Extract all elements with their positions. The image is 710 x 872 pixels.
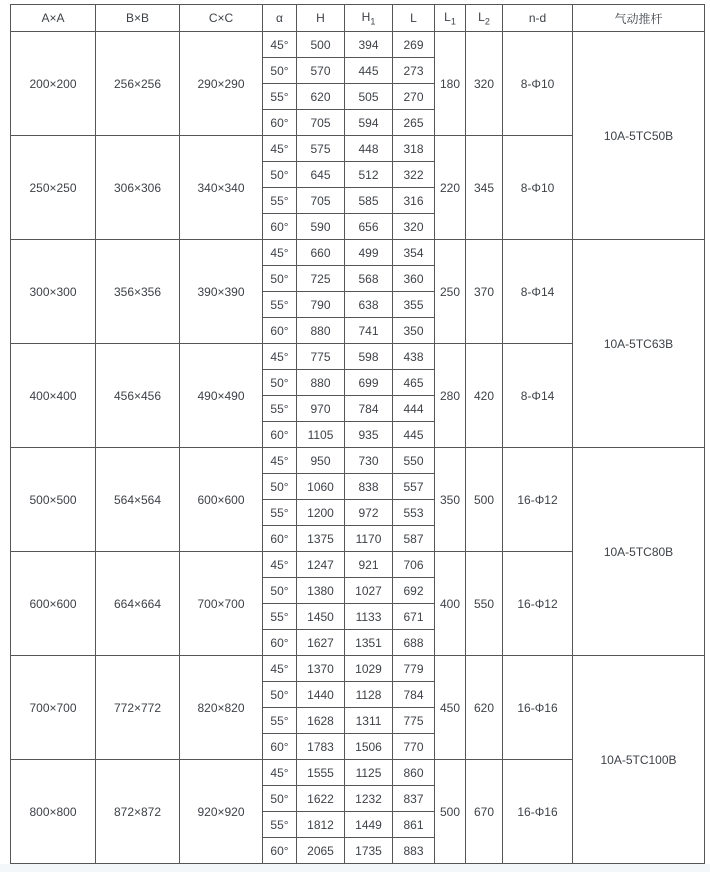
cell-h: 1247: [297, 552, 345, 578]
cell-alpha: 55°: [263, 188, 297, 214]
cell-l2: 420: [466, 344, 503, 448]
cell-h1: 1027: [345, 578, 393, 604]
cell-l: 316: [393, 188, 435, 214]
column-header-0: A×A: [11, 5, 96, 32]
cell-h1: 935: [345, 422, 393, 448]
cell-cxc: 820×820: [180, 656, 263, 760]
cell-alpha: 50°: [263, 474, 297, 500]
cell-nd: 8-Φ10: [503, 136, 573, 240]
table-row: [11, 32, 705, 58]
cell-alpha: 60°: [263, 422, 297, 448]
column-header-3: α: [263, 5, 297, 32]
cell-nd: 8-Φ10: [503, 32, 573, 136]
cell-h: 590: [297, 214, 345, 240]
cell-alpha: 45°: [263, 136, 297, 162]
cell-axa: 250×250: [11, 136, 96, 240]
cell-bxb: 772×772: [96, 656, 180, 760]
cell-l: 779: [393, 656, 435, 682]
cell-h1: 1449: [345, 812, 393, 838]
cell-axa: 200×200: [11, 32, 96, 136]
cell-l1: 350: [435, 448, 466, 552]
cell-h1: 448: [345, 136, 393, 162]
cell-h1: 1133: [345, 604, 393, 630]
cell-l: 438: [393, 344, 435, 370]
cell-h1: 505: [345, 84, 393, 110]
cell-alpha: 55°: [263, 708, 297, 734]
header-subscript: 1: [450, 16, 456, 27]
cell-actuator: 10A-5TC50B: [573, 32, 705, 240]
cell-alpha: 60°: [263, 526, 297, 552]
cell-l2: 500: [466, 448, 503, 552]
cell-actuator: 10A-5TC80B: [573, 448, 705, 656]
cell-l: 322: [393, 162, 435, 188]
cell-axa: 700×700: [11, 656, 96, 760]
cell-h: 1370: [297, 656, 345, 682]
cell-actuator: 10A-5TC63B: [573, 240, 705, 448]
cell-h: 660: [297, 240, 345, 266]
cell-bxb: 356×356: [96, 240, 180, 344]
cell-l: 550: [393, 448, 435, 474]
cell-h: 970: [297, 396, 345, 422]
cell-l2: 670: [466, 760, 503, 864]
cell-alpha: 50°: [263, 578, 297, 604]
cell-l: 354: [393, 240, 435, 266]
cell-alpha: 60°: [263, 630, 297, 656]
column-header-2: C×C: [180, 5, 263, 32]
cell-h1: 838: [345, 474, 393, 500]
cell-l: 837: [393, 786, 435, 812]
cell-alpha: 55°: [263, 84, 297, 110]
cell-h1: 394: [345, 32, 393, 58]
cell-h1: 1029: [345, 656, 393, 682]
cell-alpha: 45°: [263, 656, 297, 682]
cell-l2: 550: [466, 552, 503, 656]
cell-l: 706: [393, 552, 435, 578]
cell-bxb: 564×564: [96, 448, 180, 552]
cell-h1: 972: [345, 500, 393, 526]
cell-h1: 1128: [345, 682, 393, 708]
header-subscript: 2: [484, 16, 490, 27]
cell-h1: 594: [345, 110, 393, 136]
cell-l: 784: [393, 682, 435, 708]
cell-alpha: 60°: [263, 318, 297, 344]
cell-h1: 512: [345, 162, 393, 188]
cell-h: 705: [297, 110, 345, 136]
cell-l: 355: [393, 292, 435, 318]
cell-h1: 1506: [345, 734, 393, 760]
cell-bxb: 664×664: [96, 552, 180, 656]
cell-bxb: 456×456: [96, 344, 180, 448]
table-row: [11, 656, 705, 682]
column-header-4: H: [297, 5, 345, 32]
cell-h1: 1232: [345, 786, 393, 812]
cell-l: 318: [393, 136, 435, 162]
cell-h: 775: [297, 344, 345, 370]
cell-h: 1200: [297, 500, 345, 526]
cell-l1: 500: [435, 760, 466, 864]
cell-h: 1783: [297, 734, 345, 760]
column-header-8: $L_2$: [466, 5, 503, 32]
cell-h: 880: [297, 370, 345, 396]
cell-h1: 1735: [345, 838, 393, 864]
cell-h: 1380: [297, 578, 345, 604]
cell-nd: 16-Φ16: [503, 760, 573, 864]
cell-l: 671: [393, 604, 435, 630]
cell-alpha: 60°: [263, 110, 297, 136]
cell-alpha: 45°: [263, 760, 297, 786]
cell-alpha: 45°: [263, 344, 297, 370]
header-subscript: 1: [370, 16, 376, 27]
table-row: [11, 240, 705, 266]
cell-bxb: 872×872: [96, 760, 180, 864]
cell-alpha: 55°: [263, 604, 297, 630]
cell-alpha: 50°: [263, 370, 297, 396]
cell-nd: 16-Φ12: [503, 552, 573, 656]
cell-alpha: 60°: [263, 838, 297, 864]
table-body: [11, 32, 705, 864]
cell-h1: 499: [345, 240, 393, 266]
cell-bxb: 306×306: [96, 136, 180, 240]
cell-cxc: 490×490: [180, 344, 263, 448]
cell-h1: 699: [345, 370, 393, 396]
cell-l: 770: [393, 734, 435, 760]
cell-axa: 300×300: [11, 240, 96, 344]
cell-l: 883: [393, 838, 435, 864]
cell-h1: 638: [345, 292, 393, 318]
cell-actuator: 10A-5TC100B: [573, 656, 705, 864]
cell-alpha: 50°: [263, 786, 297, 812]
cell-nd: 16-Φ16: [503, 656, 573, 760]
cell-h: 1555: [297, 760, 345, 786]
cell-alpha: 50°: [263, 266, 297, 292]
cell-h1: 1311: [345, 708, 393, 734]
cell-h1: 1170: [345, 526, 393, 552]
cell-h1: 445: [345, 58, 393, 84]
cell-alpha: 55°: [263, 812, 297, 838]
cell-axa: 800×800: [11, 760, 96, 864]
cell-bxb: 256×256: [96, 32, 180, 136]
cell-l: 445: [393, 422, 435, 448]
cell-alpha: 55°: [263, 500, 297, 526]
cell-alpha: 45°: [263, 552, 297, 578]
cell-h1: 656: [345, 214, 393, 240]
cell-h: 2065: [297, 838, 345, 864]
cell-h: 1450: [297, 604, 345, 630]
cell-alpha: 60°: [263, 734, 297, 760]
cell-l2: 320: [466, 32, 503, 136]
cell-alpha: 45°: [263, 240, 297, 266]
cell-nd: 16-Φ12: [503, 448, 573, 552]
cell-l: 775: [393, 708, 435, 734]
cell-l1: 180: [435, 32, 466, 136]
cell-h1: 1125: [345, 760, 393, 786]
cell-cxc: 700×700: [180, 552, 263, 656]
cell-l1: 280: [435, 344, 466, 448]
cell-h: 575: [297, 136, 345, 162]
cell-h: 500: [297, 32, 345, 58]
cell-nd: 8-Φ14: [503, 240, 573, 344]
cell-l1: 250: [435, 240, 466, 344]
cell-l: 360: [393, 266, 435, 292]
cell-l2: 345: [466, 136, 503, 240]
cell-l2: 370: [466, 240, 503, 344]
cell-alpha: 45°: [263, 448, 297, 474]
cell-h1: 1351: [345, 630, 393, 656]
column-header-1: B×B: [96, 5, 180, 32]
column-header-5: $H_1$: [345, 5, 393, 32]
cell-l: 320: [393, 214, 435, 240]
cell-axa: 500×500: [11, 448, 96, 552]
cell-h1: 784: [345, 396, 393, 422]
cell-l1: 220: [435, 136, 466, 240]
column-header-6: L: [393, 5, 435, 32]
cell-h: 880: [297, 318, 345, 344]
column-header-9: n-d: [503, 5, 573, 32]
cell-l2: 620: [466, 656, 503, 760]
cell-l: 465: [393, 370, 435, 396]
cell-l: 860: [393, 760, 435, 786]
cell-h: 570: [297, 58, 345, 84]
header-row: [11, 5, 705, 32]
cell-cxc: 290×290: [180, 32, 263, 136]
cell-h: 1812: [297, 812, 345, 838]
cell-h1: 730: [345, 448, 393, 474]
cell-alpha: 45°: [263, 32, 297, 58]
cell-cxc: 390×390: [180, 240, 263, 344]
cell-h: 620: [297, 84, 345, 110]
cell-h: 1627: [297, 630, 345, 656]
cell-h1: 921: [345, 552, 393, 578]
cell-l: 444: [393, 396, 435, 422]
cell-l: 265: [393, 110, 435, 136]
cell-h1: 585: [345, 188, 393, 214]
cell-axa: 400×400: [11, 344, 96, 448]
cell-l: 350: [393, 318, 435, 344]
table-header: [11, 5, 705, 32]
cell-h1: 568: [345, 266, 393, 292]
cell-h1: 741: [345, 318, 393, 344]
cell-cxc: 600×600: [180, 448, 263, 552]
cell-alpha: 60°: [263, 214, 297, 240]
valve-dimensions-table: [10, 4, 705, 864]
cell-l: 688: [393, 630, 435, 656]
cell-nd: 8-Φ14: [503, 344, 573, 448]
cell-h: 1440: [297, 682, 345, 708]
cell-l: 553: [393, 500, 435, 526]
cell-alpha: 50°: [263, 682, 297, 708]
cell-l: 273: [393, 58, 435, 84]
cell-l: 270: [393, 84, 435, 110]
cell-alpha: 50°: [263, 58, 297, 84]
cell-h: 950: [297, 448, 345, 474]
cell-l1: 450: [435, 656, 466, 760]
cell-h: 1628: [297, 708, 345, 734]
cell-cxc: 920×920: [180, 760, 263, 864]
table-row: [11, 448, 705, 474]
cell-cxc: 340×340: [180, 136, 263, 240]
cell-l: 692: [393, 578, 435, 604]
cell-l: 587: [393, 526, 435, 552]
cell-l1: 400: [435, 552, 466, 656]
cell-h: 1105: [297, 422, 345, 448]
column-header-7: $L_1$: [435, 5, 466, 32]
column-header-10: 气动推杆: [573, 5, 705, 32]
cell-l: 269: [393, 32, 435, 58]
cell-h: 790: [297, 292, 345, 318]
cell-h: 725: [297, 266, 345, 292]
cell-alpha: 55°: [263, 292, 297, 318]
cell-h: 1060: [297, 474, 345, 500]
cell-alpha: 50°: [263, 162, 297, 188]
cell-h: 645: [297, 162, 345, 188]
cell-h1: 598: [345, 344, 393, 370]
cell-h: 1622: [297, 786, 345, 812]
cell-alpha: 55°: [263, 396, 297, 422]
cell-h: 1375: [297, 526, 345, 552]
cell-l: 557: [393, 474, 435, 500]
cell-h: 705: [297, 188, 345, 214]
cell-axa: 600×600: [11, 552, 96, 656]
cell-l: 861: [393, 812, 435, 838]
